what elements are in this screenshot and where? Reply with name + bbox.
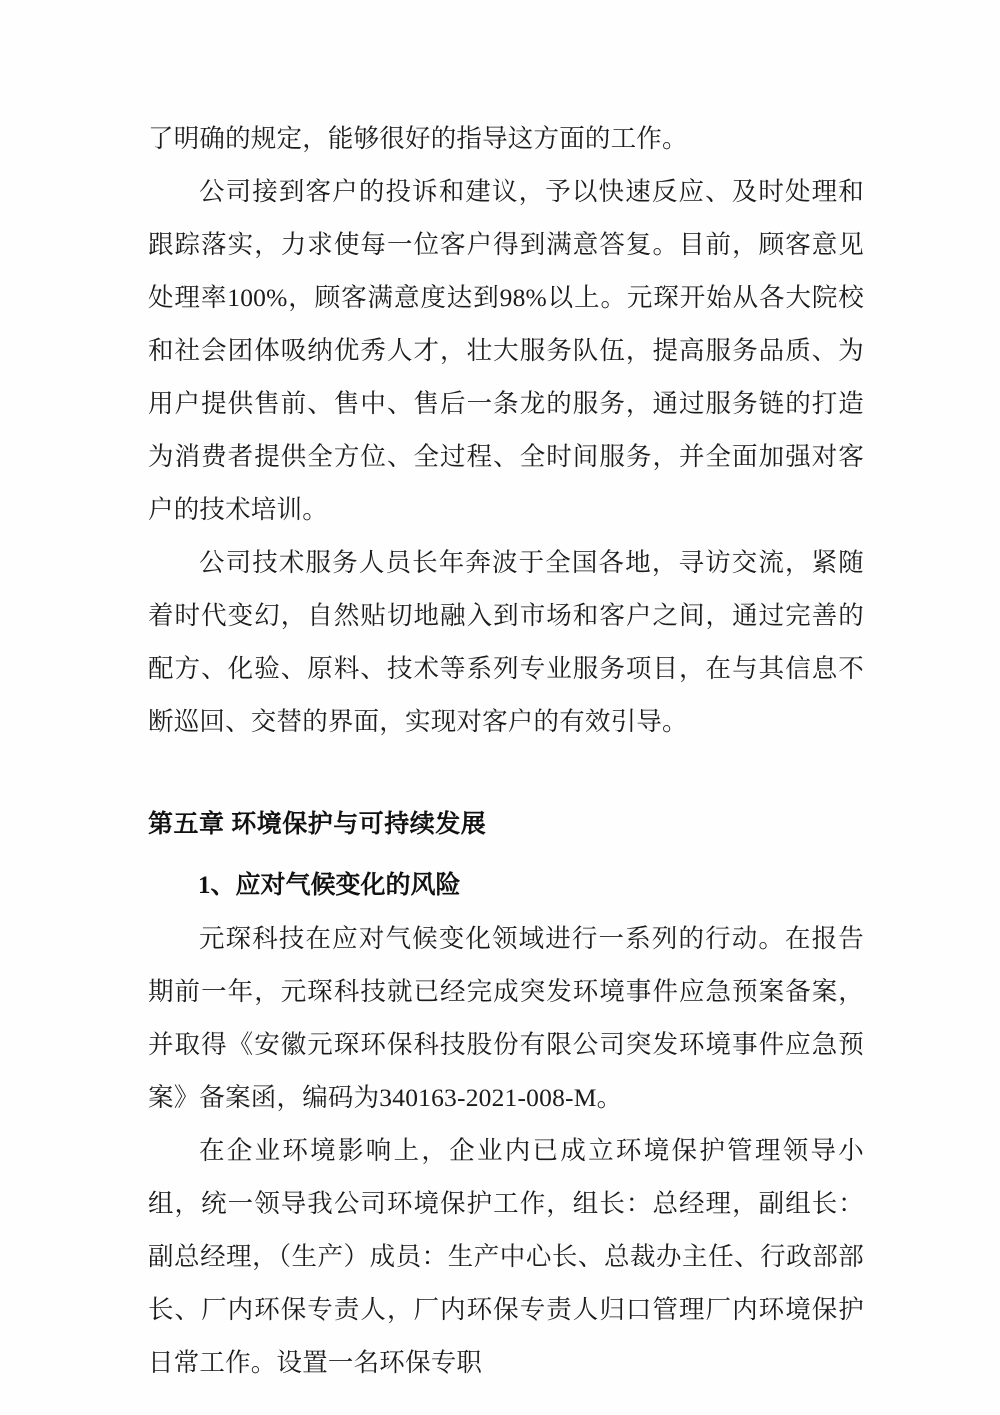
paragraph-continuation: 了明确的规定，能够很好的指导这方面的工作。 — [148, 124, 688, 153]
paragraph-technical-service: 公司技术服务人员长年奔波于全国各地，寻访交流，紧随着时代变幻，自然贴切地融入到市场和客户之间，通过完善的配方、化验、原料、技术等系列专业服务项目，在与其信息不断巡回、交替的界面，实现对客户的有效引导。 — [148, 548, 864, 736]
chapter-heading: 第五章 环境保护与可持续发展 — [148, 811, 487, 838]
paragraph-climate-action: 元琛科技在应对气候变化领域进行一系列的行动。在报告期前一年，元琛科技就已经完成突发环境事件应急预案备案，并取得《安徽元琛环保科技股份有限公司突发环境事件应急预案》备案函，编码为340163-2021-008-M。 — [148, 924, 864, 1112]
heading-spacer — [148, 851, 864, 859]
paragraph-environment-group: 在企业环境影响上，企业内已成立环境保护管理领导小组，统一领导我公司环境保护工作，组长：总经理，副组长：副总经理，（生产）成员：生产中心长、总裁办主任、行政部部长、厂内环保专责人，厂内环保专责人归口管理厂内环境保护日常工作。设置一名环保专职 — [148, 1136, 864, 1377]
section-spacer — [148, 748, 864, 798]
section-heading: 1、应对气候变化的风险 — [198, 872, 461, 899]
document-body — [148, 112, 864, 1389]
paragraph-customer-service: 公司接到客户的投诉和建议，予以快速反应、及时处理和跟踪落实，力求使每一位客户得到满意答复。目前，顾客意见处理率100%，顾客满意度达到98%以上。元琛开始从各大院校和社会团体吸纳优秀人才，壮大服务队伍，提高服务品质、为用户提供售前、售中、售后一条龙的服务，通过服务链的打造为消费者提供全方位、全过程、全时间服务，并全面加强对客户的技术培训。 — [148, 177, 864, 524]
